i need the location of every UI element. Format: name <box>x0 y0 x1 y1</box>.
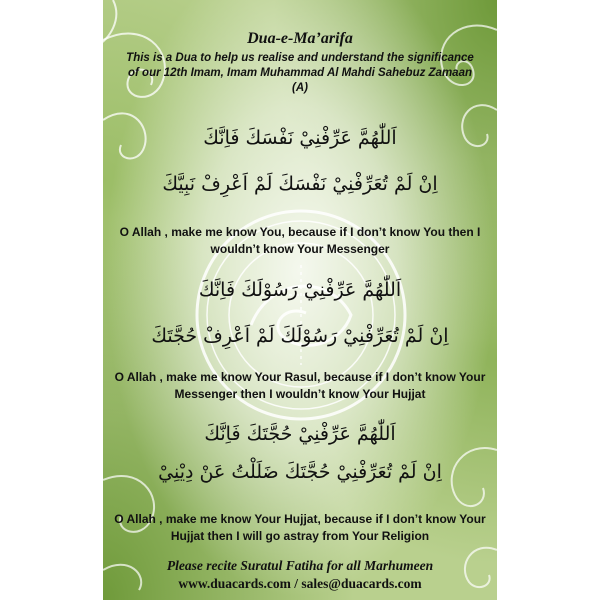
verse-1-arabic-line-2: اِنْ لَمْ تُعَرِّفْنِيْ نَفْسَكَ لَمْ اَعْرِفْ نَبِيَّكَ <box>162 173 438 195</box>
intro-text: This is a Dua to help us realise and understand the significance of our 12th Imam, Imam Muhammad Al Mahdi Sahebuz Zamaan (A) <box>126 52 474 94</box>
verse-3-arabic-line-2: اِنْ لَمْ تُعَرِّفْنِيْ حُجَّتَكَ ضَلَلْتُ عَنْ دِيْنِيْ <box>158 461 442 483</box>
footer-website: www.duacards.com / sales@duacards.com <box>178 576 422 591</box>
verse-1-arabic-line-1: اَللّٰهُمَّ عَرِّفْنِيْ نَفْسَكَ فَاِنَّكَ <box>203 127 397 149</box>
verse-1-english: O Allah , make me know You, because if I don’t know You then I wouldn’t know Your Messenger <box>119 225 481 256</box>
verse-2-english: O Allah , make me know Your Rasul, because if I don’t know Your Messenger then I wouldn’t know Your Hujjat <box>114 370 486 401</box>
footer-note: Please recite Suratul Fatiha for all Marhumeen <box>166 558 434 573</box>
verse-3-english: O Allah , make me know Your Hujjat, because if I don’t know Your Hujjat then I will go astray from Your Religion <box>114 512 486 543</box>
verse-2-arabic-line-1: اَللّٰهُمَّ عَرِّفْنِيْ رَسُوْلَكَ فَاِنَّكَ <box>198 279 402 301</box>
verse-3-arabic-line-1: اَللّٰهُمَّ عَرِّفْنِيْ حُجَّتَكَ فَاِنَّكَ <box>204 423 396 445</box>
verse-2-arabic-line-2: اِنْ لَمْ تُعَرِّفْنِيْ رَسُوْلَكَ لَمْ اَعْرِفْ حُجَّتَكَ <box>151 325 449 347</box>
card-title: Dua-e-Ma’arifa <box>247 30 353 47</box>
dua-card <box>103 0 497 600</box>
